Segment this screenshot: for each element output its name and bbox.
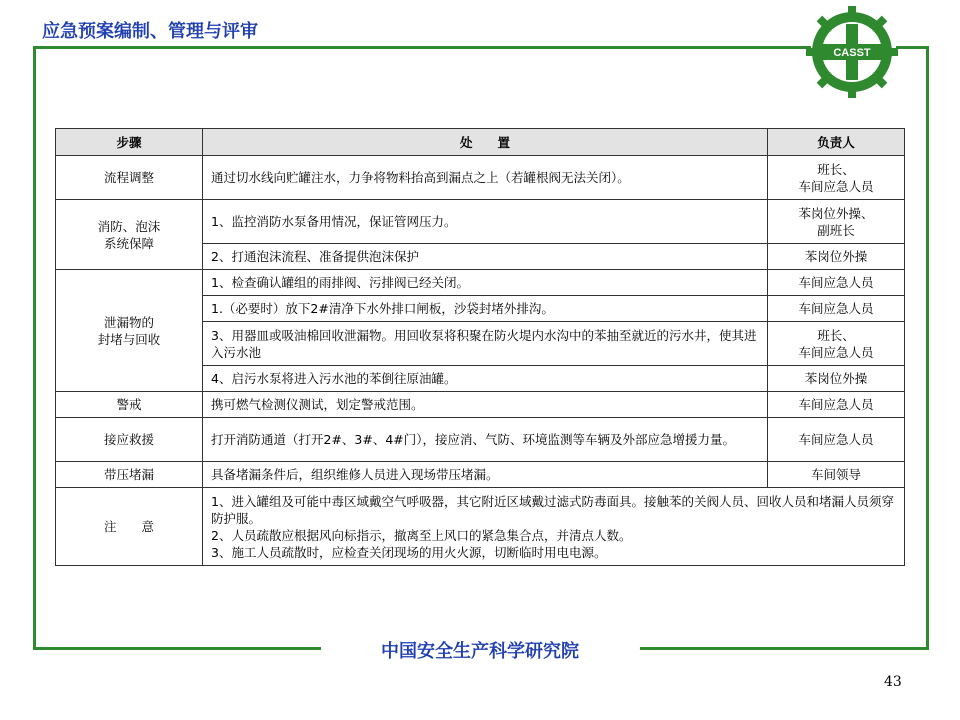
table-header-row — [56, 129, 905, 156]
procedure-table — [55, 128, 905, 566]
frame-right — [926, 46, 929, 650]
casst-logo-icon — [806, 6, 898, 98]
action-cell: 携可燃气检测仪测试，划定警戒范围。 — [203, 392, 768, 418]
frame-top-left — [33, 46, 811, 49]
action-cell: 1、检查确认罐组的雨排阀、污排阀已经关闭。 — [203, 270, 768, 296]
action-cell: 1.（必要时）放下2#清净下水外排口闸板，沙袋封堵外排沟。 — [203, 296, 768, 322]
note-cell — [203, 488, 905, 566]
step-cell: 带压堵漏 — [56, 462, 203, 488]
table-row — [56, 462, 905, 488]
frame-left — [33, 46, 36, 650]
responsible-cell: 车间应急人员 — [768, 392, 905, 418]
action-cell: 具备堵漏条件后，组织维修人员进入现场带压堵漏。 — [203, 462, 768, 488]
step-cell: 接应救援 — [56, 418, 203, 462]
responsible-cell: 车间应急人员 — [768, 418, 905, 462]
note-line: 2、人员疏散应根据风向标指示，撤离至上风口的紧急集合点，并清点人数。 — [211, 527, 632, 543]
action-cell: 通过切水线向贮罐注水，力争将物料抬高到漏点之上（若罐根阀无法关闭）。 — [203, 156, 768, 200]
logo-text: CASST — [833, 47, 871, 59]
table-row — [56, 270, 905, 296]
table-row — [56, 200, 905, 244]
responsible-cell: 车间应急人员 — [768, 296, 905, 322]
header-action: 处 置 — [203, 129, 768, 156]
table-row — [56, 392, 905, 418]
note-row — [56, 488, 905, 566]
note-line: 1、进入罐组及可能中毒区域戴空气呼吸器，其它附近区域戴过滤式防毒面具。接触苯的关阀人员、回收人员和堵漏人员须穿防护服。 — [211, 493, 894, 526]
action-cell: 3、用器皿或吸油棉回收泄漏物。用回收泵将积聚在防火堤内水沟中的苯抽至就近的污水井，使其进入污水池 — [203, 322, 768, 366]
step-cell: 泄漏物的 封堵与回收 — [56, 270, 203, 392]
frame-top-right — [896, 46, 929, 49]
responsible-cell: 苯岗位外操 — [768, 244, 905, 270]
slide-title: 应急预案编制、管理与评审 — [42, 21, 258, 42]
page-number: 43 — [884, 674, 902, 690]
responsible-cell: 苯岗位外操、 副班长 — [768, 200, 905, 244]
step-cell: 消防、泡沫 系统保障 — [56, 200, 203, 270]
footer-organization: 中国安全生产科学研究院 — [381, 641, 579, 662]
procedure-table-wrap — [55, 128, 905, 566]
responsible-cell: 车间应急人员 — [768, 270, 905, 296]
header-step: 步骤 — [56, 129, 203, 156]
header-responsible: 负责人 — [768, 129, 905, 156]
responsible-cell: 班长、 车间应急人员 — [768, 322, 905, 366]
note-label: 注 意 — [56, 488, 203, 566]
responsible-cell: 苯岗位外操 — [768, 366, 905, 392]
step-cell: 警戒 — [56, 392, 203, 418]
responsible-cell: 班长、 车间应急人员 — [768, 156, 905, 200]
note-line: 3、施工人员疏散时，应检查关闭现场的用火火源，切断临时用电电源。 — [211, 544, 607, 560]
action-cell: 打开消防通道（打开2#、3#、4#门），接应消、气防、环境监测等车辆及外部应急增援力量。 — [203, 418, 768, 462]
table-row — [56, 418, 905, 462]
action-cell: 1、监控消防水泵备用情况，保证管网压力。 — [203, 200, 768, 244]
step-cell: 流程调整 — [56, 156, 203, 200]
action-cell: 2、打通泡沫流程、准备提供泡沫保护 — [203, 244, 768, 270]
table-row — [56, 156, 905, 200]
responsible-cell: 车间领导 — [768, 462, 905, 488]
action-cell: 4、启污水泵将进入污水池的苯倒往原油罐。 — [203, 366, 768, 392]
